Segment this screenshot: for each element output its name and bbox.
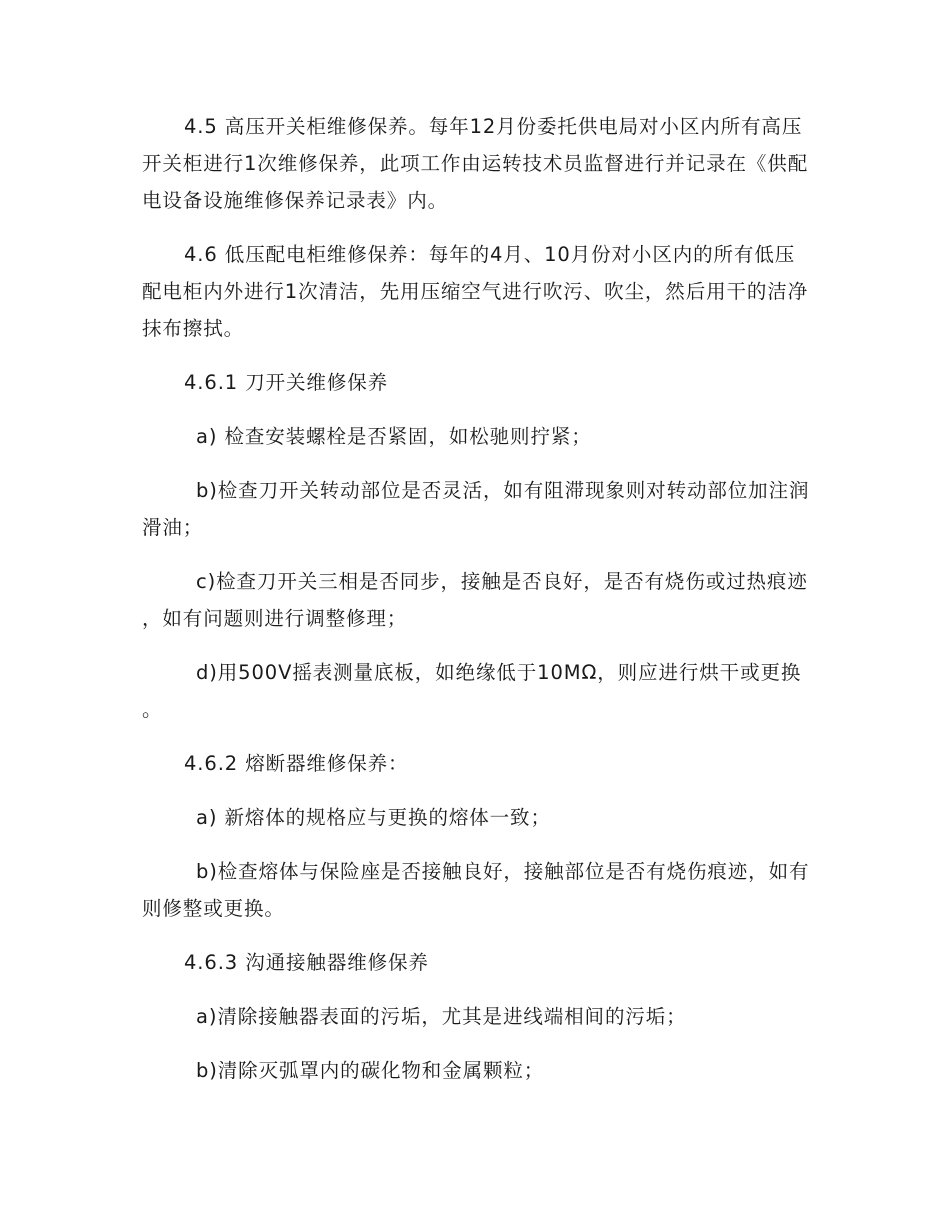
list-item-4-6-3-a: a)清除接触器表面的污垢，尤其是进线端相间的污垢； bbox=[196, 1005, 687, 1028]
list-item-4-6-3-b: b)清除灭弧罩内的碳化物和金属颗粒； bbox=[196, 1059, 545, 1082]
list-item-4-6-2-b: b)检查熔体与保险座是否接触良好，接触部位是否有烧伤痕迹，如有则修整或更换。 bbox=[142, 860, 810, 920]
heading-4-6-3: 4.6.3 沟通接触器维修保养 bbox=[184, 951, 429, 974]
heading-4-6-1: 4.6.1 刀开关维修保养 bbox=[184, 371, 389, 394]
list-item-4-6-2-a: a) 新熔体的规格应与更换的熔体一致； bbox=[196, 806, 551, 829]
list-item-4-6-1-d: d)用500V摇表测量底板，如绝缘低于10MΩ，则应进行烘干或更换。 bbox=[142, 661, 802, 721]
paragraph-4-5: 4.5 高压开关柜维修保养。每年12月份委托供电局对小区内所有高压开关柜进行1次维修保养，此项工作由运转技术员监督进行并记录在《供配电设备设施维修保养记录表》内。 bbox=[142, 115, 809, 212]
list-item-4-6-1-a: a) 检查安装螺栓是否紧固，如松驰则拧紧； bbox=[196, 425, 592, 448]
list-item-4-6-1-c: c)检查刀开关三相是否同步，接触是否良好，是否有烧伤或过热痕迹，如有问题则进行调整修理； bbox=[142, 570, 808, 630]
list-item-4-6-1-b: b)检查刀开关转动部位是否灵活，如有阻滞现象则对转动部位加注润滑油； bbox=[142, 479, 810, 539]
heading-4-6-2: 4.6.2 熔断器维修保养： bbox=[184, 752, 409, 775]
paragraph-4-6: 4.6 低压配电柜维修保养：每年的4月、10月份对小区内的所有低压配电柜内外进行1次清洁，先用压缩空气进行吹污、吹尘，然后用干的洁净抹布擦拭。 bbox=[142, 243, 809, 340]
document-body bbox=[142, 108, 810, 1106]
